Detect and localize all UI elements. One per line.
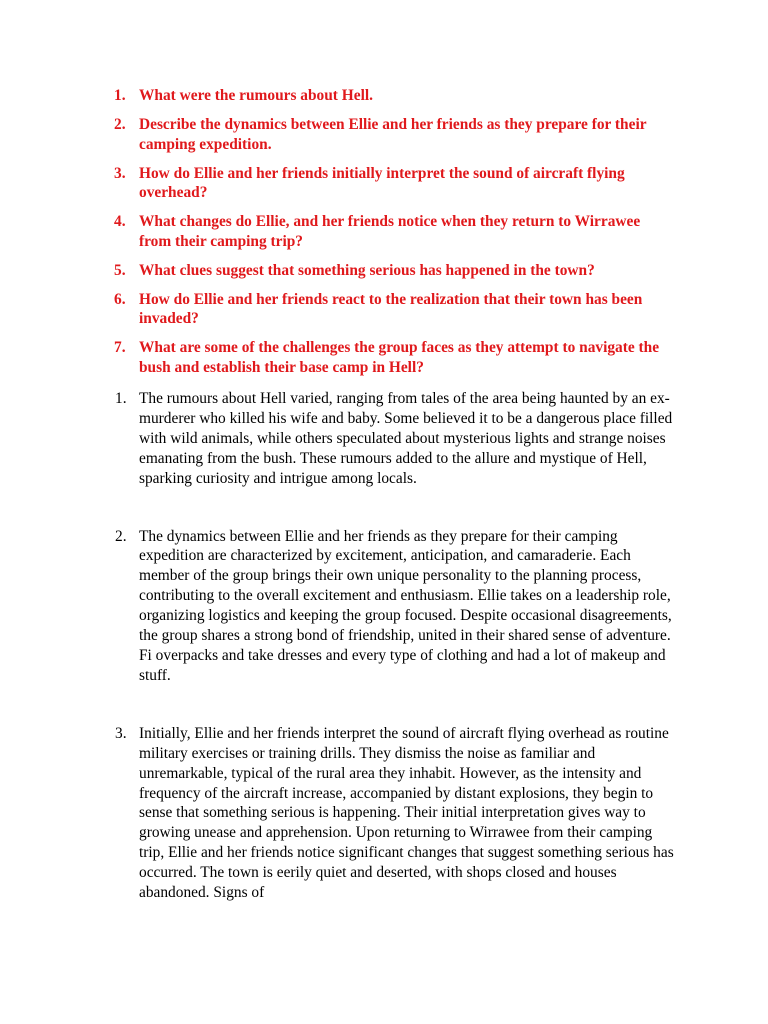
question-item — [110, 86, 670, 106]
question-item — [110, 338, 670, 377]
question-item — [110, 212, 670, 251]
answer-list — [110, 389, 680, 903]
question-text: What are some of the challenges the group faces as they attempt to navigate the bush and establish their base camp in Hell? — [139, 339, 660, 376]
question-number: 3. — [114, 164, 126, 182]
question-item — [110, 115, 670, 154]
question-text: What changes do Ellie, and her friends notice when they return to Wirrawee from their camping trip? — [139, 213, 641, 250]
answer-number: 1. — [115, 390, 127, 407]
answer-item — [110, 527, 680, 686]
question-item — [110, 164, 670, 203]
question-text: What clues suggest that something serious has happened in the town? — [139, 261, 595, 279]
question-text: Describe the dynamics between Ellie and her friends as they prepare for their camping expedition. — [139, 116, 647, 153]
question-number: 4. — [114, 213, 126, 230]
question-number: 2. — [114, 116, 126, 133]
question-number: 5. — [114, 261, 126, 279]
answer-text: The dynamics between Ellie and her friends as they prepare for their camping expedition are characterized by excitement, anticipation, and camaraderie. Each member of the group brings their own unique personality to the planning process, contributing to the overall excitement and enthusiasm. Ellie takes on a leadership role, organizing logistics and keeping the group focused. Despite occasional disagreements, the group shares a strong bond of friendship, united in their shared sense of adventure. Fi overpacks and take dresses and every type of clothing and had a lot of makeup and stuff. — [139, 527, 672, 684]
answer-item — [110, 389, 680, 489]
answer-number: 3. — [115, 724, 127, 742]
question-number: 7. — [114, 339, 126, 356]
question-item — [110, 290, 670, 329]
question-item — [110, 261, 670, 281]
question-text: How do Ellie and her friends initially interpret the sound of aircraft flying overhead? — [139, 164, 625, 201]
question-text: What were the rumours about Hell. — [139, 87, 373, 104]
question-number: 1. — [114, 87, 126, 104]
answer-item — [110, 724, 680, 903]
answer-number: 2. — [115, 527, 127, 545]
question-list — [110, 86, 670, 387]
question-text: How do Ellie and her friends react to the realization that their town has been invaded? — [139, 290, 643, 327]
answer-text: The rumours about Hell varied, ranging from tales of the area being haunted by an ex- murderer who killed his wife and baby. Some believed it to be a dangerous place filled with wild animals, while others speculated about mysterious lights and strange noises emanating from the bush. These rumours added to the allure and mystique of Hell, sparking curiosity and intrigue among locals. — [139, 390, 673, 487]
answer-text: Initially, Ellie and her friends interpret the sound of aircraft flying overhead as routine military exercises or training drills. They dismiss the noise as familiar and unremarkable, typical of the rural area they inhabit. However, as the intensity and frequency of the aircraft increase, accompanied by distant explosions, they begin to sense that something serious is happening. Their initial interpretation gives way to growing unease and apprehension. Upon returning to Wirrawee from their camping trip, Ellie and her friends notice significant changes that suggest something serious has occurred. The town is eerily quiet and deserted, with shops closed and houses abandoned. Signs of — [139, 724, 674, 902]
question-number: 6. — [114, 290, 126, 308]
